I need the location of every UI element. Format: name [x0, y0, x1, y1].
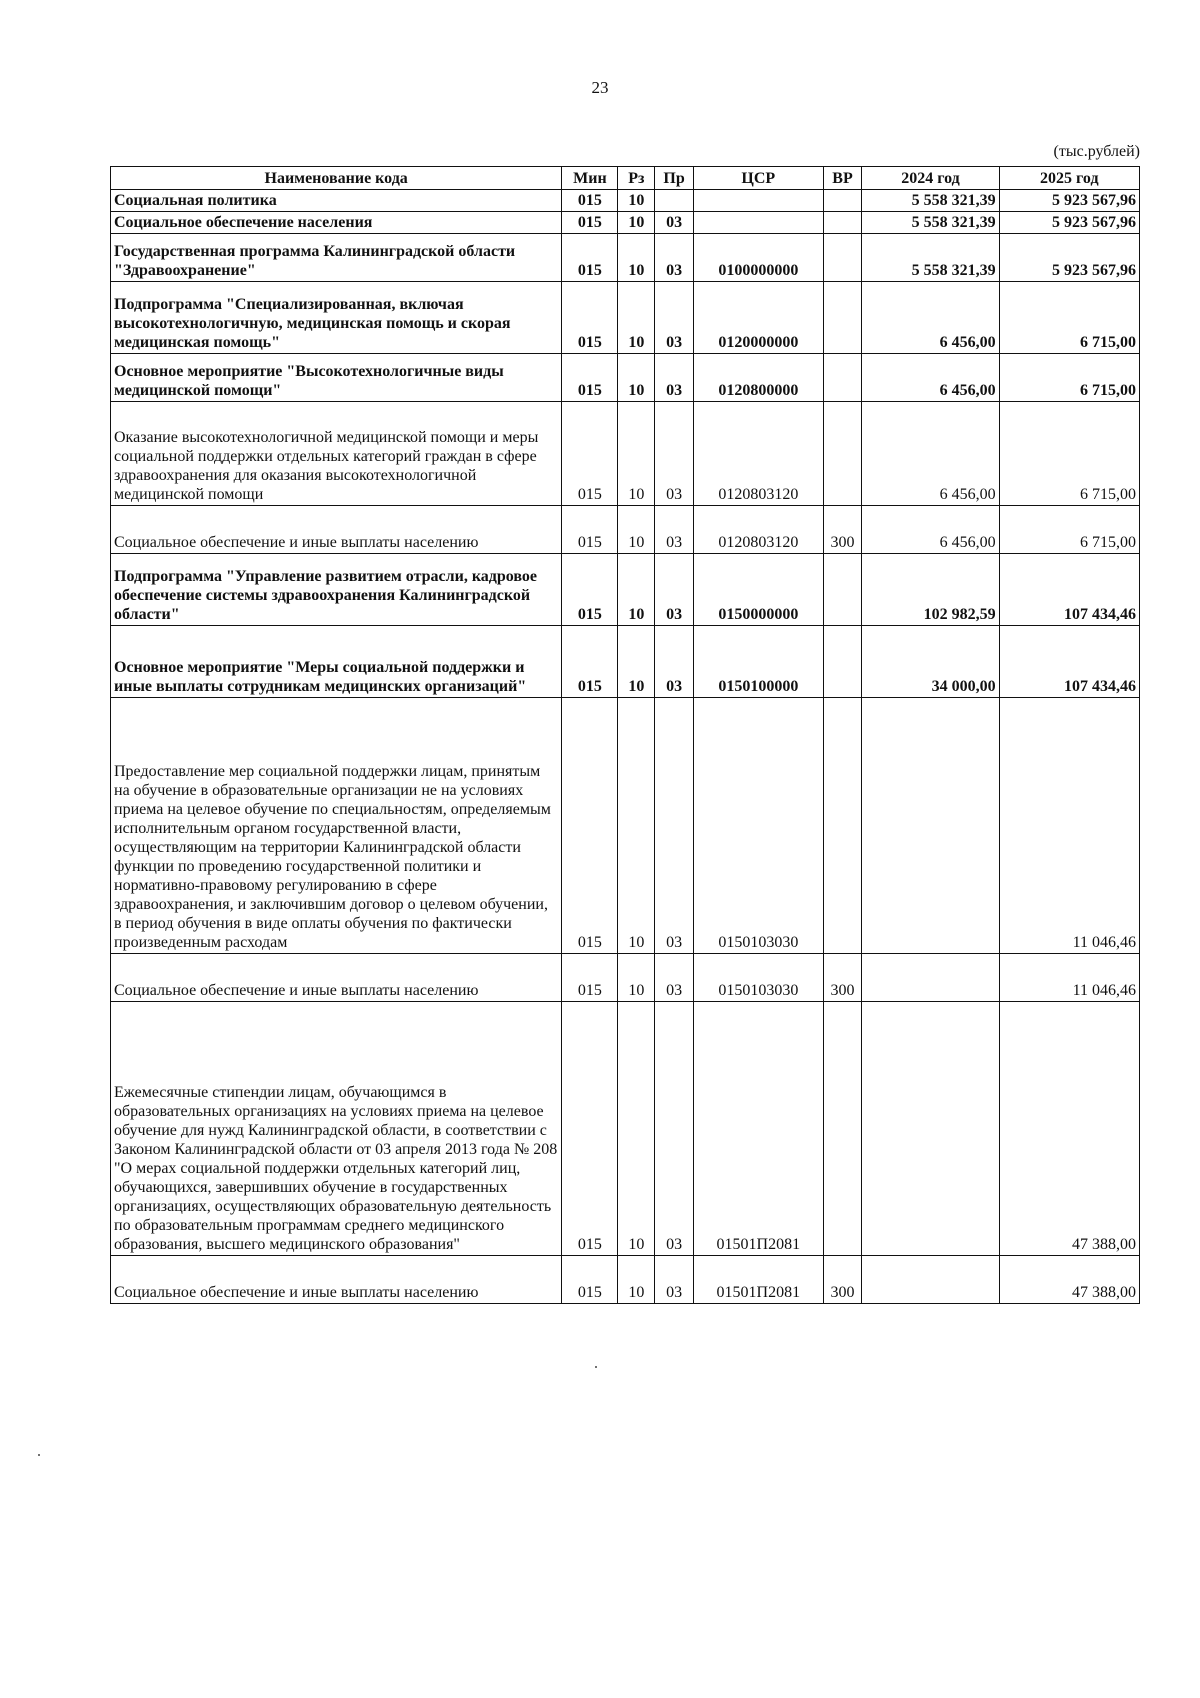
cell-2024: 5 558 321,39 — [862, 234, 999, 282]
cell-name: Ежемесячные стипендии лицам, обучающимся в образовательных организациях на условиях приема на целевое обучение для нужд Калининградской области, в соответствии с Законом Калининградской области от 03 апреля 2013 года № 208 "О мерах социальной поддержки отдельных категорий лиц, обучающихся, завершивших обучение в государственных организациях, осуществляющих образовательную деятельность по образовательным программам среднего медицинского образования, высшего медицинского образования" — [111, 1002, 562, 1256]
cell-2025: 11 046,46 — [999, 698, 1139, 954]
cell-csr: 0150103030 — [694, 954, 824, 1002]
cell-2024 — [862, 698, 999, 954]
cell-pr: 03 — [655, 234, 694, 282]
cell-name: Основное мероприятие "Высокотехнологичные виды медицинской помощи" — [111, 354, 562, 402]
header-vr: ВР — [823, 167, 862, 190]
table-row — [111, 354, 1140, 402]
cell-min: 015 — [562, 190, 618, 212]
cell-pr: 03 — [655, 282, 694, 354]
header-name: Наименование кода — [111, 167, 562, 190]
cell-pr: 03 — [655, 554, 694, 626]
budget-table — [110, 166, 1140, 1304]
table-row — [111, 626, 1140, 698]
cell-name: Социальная политика — [111, 190, 562, 212]
table-row — [111, 554, 1140, 626]
cell-2024: 5 558 321,39 — [862, 190, 999, 212]
cell-rz: 10 — [618, 190, 655, 212]
cell-csr — [694, 190, 824, 212]
cell-csr: 01501П2081 — [694, 1002, 824, 1256]
cell-min: 015 — [562, 1256, 618, 1304]
cell-csr — [694, 212, 824, 234]
cell-name: Социальное обеспечение и иные выплаты населению — [111, 506, 562, 554]
cell-pr: 03 — [655, 626, 694, 698]
table-row — [111, 234, 1140, 282]
cell-csr: 0120800000 — [694, 354, 824, 402]
cell-pr: 03 — [655, 506, 694, 554]
table-row — [111, 698, 1140, 954]
cell-rz: 10 — [618, 626, 655, 698]
table-row — [111, 212, 1140, 234]
cell-2025: 6 715,00 — [999, 402, 1139, 506]
table-row — [111, 506, 1140, 554]
cell-min: 015 — [562, 626, 618, 698]
cell-min: 015 — [562, 698, 618, 954]
cell-min: 015 — [562, 1002, 618, 1256]
cell-min: 015 — [562, 554, 618, 626]
cell-rz: 10 — [618, 212, 655, 234]
cell-vr — [823, 402, 862, 506]
cell-vr — [823, 282, 862, 354]
table-row — [111, 190, 1140, 212]
cell-rz: 10 — [618, 554, 655, 626]
cell-vr — [823, 190, 862, 212]
table-row — [111, 282, 1140, 354]
table-row — [111, 1002, 1140, 1256]
cell-pr: 03 — [655, 1002, 694, 1256]
cell-rz: 10 — [618, 282, 655, 354]
cell-rz: 10 — [618, 402, 655, 506]
cell-min: 015 — [562, 402, 618, 506]
cell-pr: 03 — [655, 698, 694, 954]
cell-vr: 300 — [823, 506, 862, 554]
cell-2024: 6 456,00 — [862, 402, 999, 506]
cell-name: Подпрограмма "Специализированная, включая высокотехнологичную, медицинская помощь и скорая медицинская помощь" — [111, 282, 562, 354]
header-csr: ЦСР — [694, 167, 824, 190]
cell-min: 015 — [562, 234, 618, 282]
cell-vr — [823, 698, 862, 954]
cell-rz: 10 — [618, 954, 655, 1002]
cell-csr: 0100000000 — [694, 234, 824, 282]
page-number: 23 — [591, 78, 609, 97]
cell-2024: 34 000,00 — [862, 626, 999, 698]
cell-vr — [823, 354, 862, 402]
cell-2024: 6 456,00 — [862, 506, 999, 554]
header-2025: 2025 год — [999, 167, 1139, 190]
cell-min: 015 — [562, 506, 618, 554]
header-pr: Пр — [655, 167, 694, 190]
cell-name: Оказание высокотехнологичной медицинской помощи и меры социальной поддержки отдельных категорий граждан в сфере здравоохранения для оказания высокотехнологичной медицинской помощи — [111, 402, 562, 506]
cell-pr: 03 — [655, 1256, 694, 1304]
cell-vr — [823, 554, 862, 626]
cell-2025: 6 715,00 — [999, 282, 1139, 354]
cell-vr: 300 — [823, 954, 862, 1002]
cell-name: Государственная программа Калининградской области "Здравоохранение" — [111, 234, 562, 282]
cell-vr — [823, 212, 862, 234]
scan-speck — [595, 1366, 597, 1368]
cell-min: 015 — [562, 954, 618, 1002]
cell-2025: 47 388,00 — [999, 1002, 1139, 1256]
cell-pr: 03 — [655, 402, 694, 506]
cell-name: Подпрограмма "Управление развитием отрасли, кадровое обеспечение системы здравоохранения Калининградской области" — [111, 554, 562, 626]
cell-rz: 10 — [618, 354, 655, 402]
cell-2024: 102 982,59 — [862, 554, 999, 626]
cell-vr — [823, 1002, 862, 1256]
cell-csr: 0120803120 — [694, 506, 824, 554]
cell-vr — [823, 234, 862, 282]
cell-2025: 6 715,00 — [999, 506, 1139, 554]
cell-2025: 107 434,46 — [999, 626, 1139, 698]
cell-2024: 6 456,00 — [862, 354, 999, 402]
cell-2025: 11 046,46 — [999, 954, 1139, 1002]
cell-min: 015 — [562, 354, 618, 402]
header-rz: Рз — [618, 167, 655, 190]
cell-2024 — [862, 1256, 999, 1304]
cell-2025: 47 388,00 — [999, 1256, 1139, 1304]
scan-speck — [38, 1454, 40, 1456]
cell-rz: 10 — [618, 506, 655, 554]
cell-vr — [823, 626, 862, 698]
cell-csr: 0150103030 — [694, 698, 824, 954]
cell-rz: 10 — [618, 1002, 655, 1256]
cell-name: Предоставление мер социальной поддержки лицам, принятым на обучение в образовательные организации не на условиях приема на целевое обучение по специальностям, определяемым исполнительным органом государственной власти, осуществляющим на территории Калининградской области функции по проведению государственной политики и нормативно-правовому регулированию в сфере здравоохранения, и заключившим договор о целевом обучении, в период обучения в виде оплаты обучения по фактически произведенным расходам — [111, 698, 562, 954]
cell-name: Основное мероприятие "Меры социальной поддержки и иные выплаты сотрудникам медицинских организаций" — [111, 626, 562, 698]
units-note: (тыс.рублей) — [1053, 143, 1140, 160]
table-row — [111, 1256, 1140, 1304]
cell-2024: 5 558 321,39 — [862, 212, 999, 234]
cell-pr: 03 — [655, 954, 694, 1002]
cell-2025: 5 923 567,96 — [999, 212, 1139, 234]
table-row — [111, 402, 1140, 506]
cell-min: 015 — [562, 282, 618, 354]
cell-2024 — [862, 1002, 999, 1256]
table-row — [111, 954, 1140, 1002]
cell-2024: 6 456,00 — [862, 282, 999, 354]
cell-csr: 0150000000 — [694, 554, 824, 626]
cell-csr: 0120000000 — [694, 282, 824, 354]
cell-rz: 10 — [618, 1256, 655, 1304]
header-2024: 2024 год — [862, 167, 999, 190]
cell-name: Социальное обеспечение и иные выплаты населению — [111, 954, 562, 1002]
cell-2025: 6 715,00 — [999, 354, 1139, 402]
header-row — [111, 167, 1140, 190]
cell-pr: 03 — [655, 354, 694, 402]
cell-pr: 03 — [655, 212, 694, 234]
cell-name: Социальное обеспечение и иные выплаты населению — [111, 1256, 562, 1304]
cell-2025: 5 923 567,96 — [999, 234, 1139, 282]
header-min: Мин — [562, 167, 618, 190]
cell-vr: 300 — [823, 1256, 862, 1304]
cell-rz: 10 — [618, 234, 655, 282]
cell-csr: 01501П2081 — [694, 1256, 824, 1304]
cell-csr: 0120803120 — [694, 402, 824, 506]
cell-2025: 5 923 567,96 — [999, 190, 1139, 212]
cell-csr: 0150100000 — [694, 626, 824, 698]
cell-rz: 10 — [618, 698, 655, 954]
cell-name: Социальное обеспечение населения — [111, 212, 562, 234]
cell-min: 015 — [562, 212, 618, 234]
cell-pr — [655, 190, 694, 212]
cell-2024 — [862, 954, 999, 1002]
cell-2025: 107 434,46 — [999, 554, 1139, 626]
